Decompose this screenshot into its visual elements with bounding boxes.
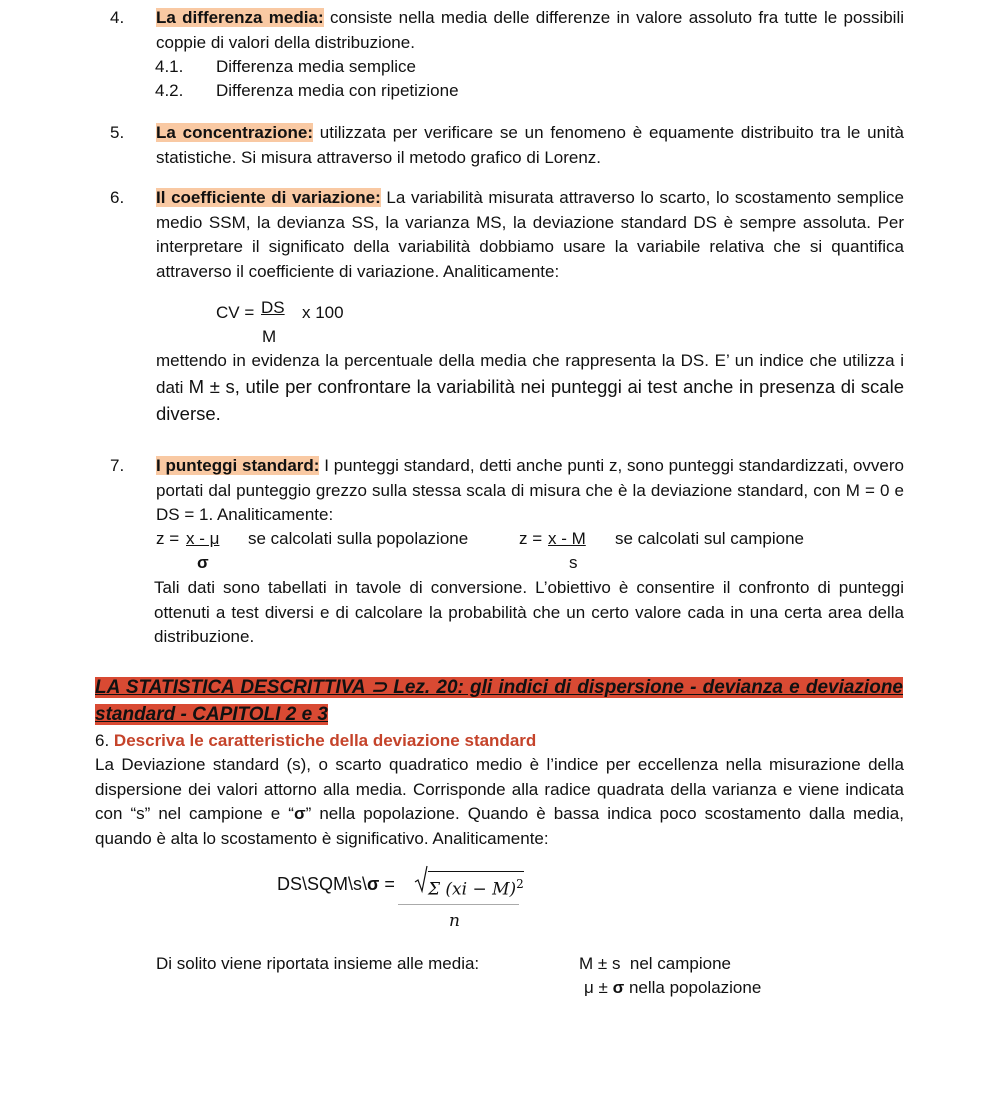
footer-line-population (584, 976, 761, 1001)
question-title: Descriva le caratteristiche della deviazione standard (113, 731, 537, 750)
sigma-symbol: σ (612, 978, 625, 997)
ds-formula-radicand (428, 871, 524, 901)
z-formula-sample-note: se calcolati sul campione (615, 529, 804, 548)
item-number: 4. (110, 8, 125, 27)
cv-formula-denominator: M (262, 327, 277, 346)
section-banner (95, 674, 903, 728)
answer-text: La Deviazione standard (s), o scarto quadratico medio è l’indice per eccellenza nella misurazione della dispersione dei valori attorno alla media. Corrisponde alla radice quadrata della varianza e viene indicata con “s” nel campione e “ (95, 755, 904, 823)
radicand-text: Σ (xi − M) (428, 879, 517, 900)
z-formula-sample-denominator: s (569, 553, 578, 572)
footer-line-text: nel campione (629, 954, 732, 973)
z-formula-pop-numerator: x - μ (186, 529, 220, 548)
term-highlight: Il coefficiente di variazione: (156, 188, 381, 207)
footer-label: Di solito viene riportata insieme alle media: (156, 954, 480, 973)
z-formula-sample-lhs: z = (519, 529, 543, 548)
sub-item-label: Differenza media con ripetizione (216, 81, 459, 100)
item-6-after-text-large: M ± s, utile per confrontare la variabilità nei punteggi ai test anche in presenza di scale diverse. (156, 376, 904, 424)
answer-text: ” nella popolazione. Quando è bassa indica poco scostamento dalla media, quando è alta lo scostamento è significativo. Analiticamente: (95, 804, 904, 848)
cv-formula-multiplier: x 100 (302, 303, 344, 322)
footer-line-text: nella popolazione (628, 978, 762, 997)
item-6-after (156, 348, 904, 428)
item-number: 7. (110, 456, 125, 475)
item-7-after: Tali dati sono tabellati in tavole di conversione. L’obiettivo è consentire il confronto di punteggi ottenuti a test diversi e di calcolare la probabilità che un certo valore cada in una certa area della distribuzione. (154, 578, 904, 646)
item-number: 5. (110, 123, 125, 142)
item-number: 6. (110, 188, 125, 207)
ds-formula-equals: = (379, 874, 395, 894)
ds-formula-denominator: n (449, 911, 460, 931)
item-text: consiste nella media delle differenze in valore assoluto fra tutte le possibili coppie di valori della distribuzione. (156, 8, 905, 52)
question-heading (95, 729, 536, 754)
cv-formula-lhs: CV = (216, 303, 255, 322)
mu-pm: μ ± (584, 978, 613, 997)
ds-fraction-bar (398, 904, 519, 905)
item-text: utilizzata per verificare se un fenomeno è equamente distribuito tra le unità statistiche. Si misura attraverso il metodo grafico di Lorenz. (156, 123, 904, 167)
term-highlight: La differenza media: (156, 8, 324, 27)
item-6-after-text: mettendo in evidenza la percentuale della media che rappresenta la DS. E’ un indice che utilizza i dati (156, 351, 904, 397)
z-formula-pop-note: se calcolati sulla popolazione (248, 529, 469, 548)
sub-item-number: 4.2. (155, 81, 184, 100)
question-number: 6. (95, 731, 110, 750)
sub-item-number: 4.1. (155, 57, 184, 76)
answer-paragraph (95, 753, 904, 851)
mean-pm-s: M ± s (579, 954, 621, 973)
item-7-paragraph (156, 454, 904, 528)
sqrt-symbol (414, 864, 428, 902)
z-formula-pop-lhs: z = (156, 529, 180, 548)
exponent: 2 (516, 877, 524, 891)
item-text: I punteggi standard, detti anche punti z, sono punteggi standardizzati, ovvero portati dal punteggio grezzo sulla stessa scala di misura che è la deviazione standard, con M = 0 e DS = 1. Analiticamente: (156, 456, 904, 524)
sigma-symbol: σ (367, 874, 380, 894)
ds-formula-lhs: DS\SQM\s\ (277, 874, 368, 894)
sigma-symbol: σ (293, 804, 306, 823)
item-6-paragraph (156, 186, 904, 284)
ds-formula (277, 872, 395, 897)
sub-item-label: Differenza media semplice (216, 57, 416, 76)
z-formula-pop-denominator: σ (197, 553, 209, 572)
item-5-paragraph (156, 121, 904, 170)
section-banner-text: LA STATISTICA DESCRITTIVA ⊃ Lez. 20: gli indici di dispersione - devianza e deviazione standard - CAPITOLI 2 e 3 (95, 677, 903, 725)
footer-line-sample (579, 952, 731, 977)
term-highlight: La concentrazione: (156, 123, 313, 142)
cv-formula-numerator: DS (261, 298, 285, 317)
term-highlight: I punteggi standard: (156, 456, 320, 475)
item-4-paragraph (156, 6, 904, 55)
item-text: La variabilità misurata attraverso lo scarto, lo scostamento semplice medio SSM, la devianza SS, la varianza MS, la deviazione standard DS è sempre assoluta. Per interpretare il significato della variabilità dobbiamo usare la variabile relativa che si quantifica attraverso il coefficiente di variazione. Analiticamente: (156, 188, 904, 281)
z-formula-sample-numerator: x - M (548, 529, 586, 548)
